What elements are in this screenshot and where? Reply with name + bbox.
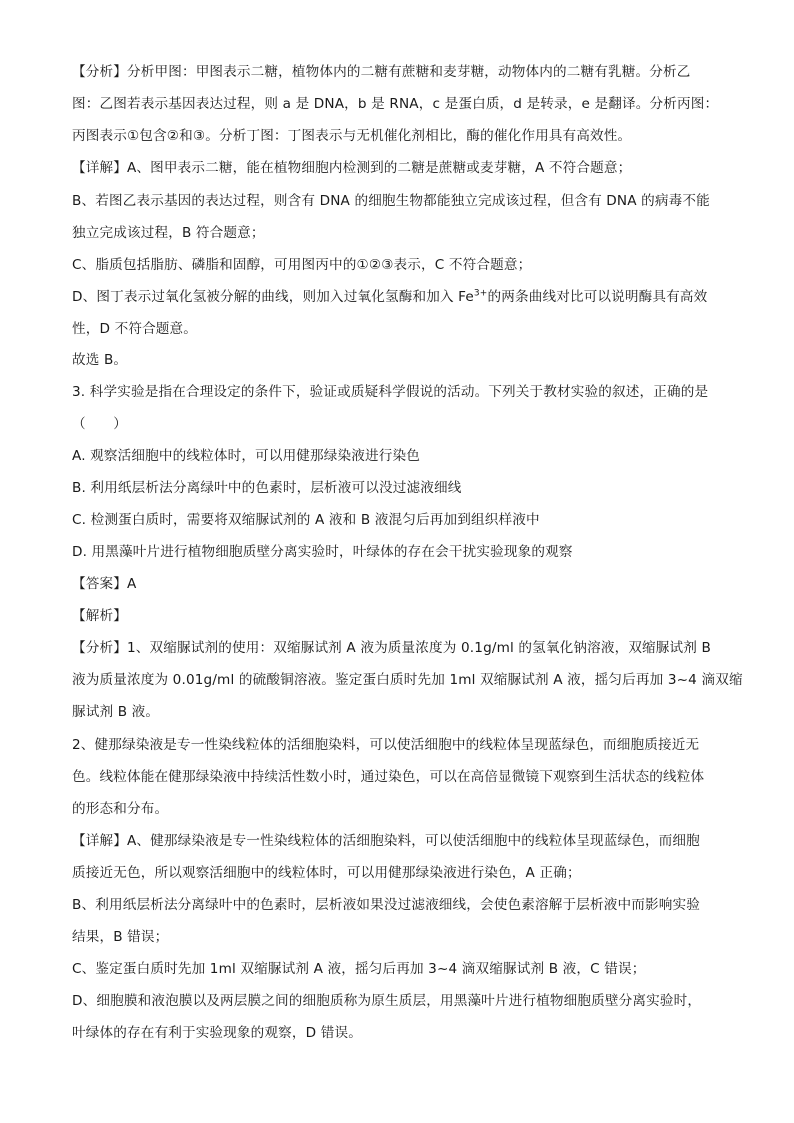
text-line: 质接近无色，所以观察活细胞中的线粒体时，可以用健那绿染液进行染色，A 正确； [72,865,581,881]
option-c: C. 检测蛋白质时，需要将双缩脲试剂的 A 液和 B 液混匀后再加到组织样液中 [72,512,540,528]
analysis-label: 【解析】 [72,608,127,624]
text-line: 结果，B 错误； [72,929,169,945]
option-b: B. 利用纸层析法分离绿叶中的色素时，层析液可以没过滤液细线 [72,480,462,496]
text-line: 丙图表示①包含②和③。分析丁图：丁图表示与无机催化剂相比，酶的催化作用具有高效性。 [72,128,632,144]
text-line: C、鉴定蛋白质时先加 1ml 双缩脲试剂 A 液，摇匀后再加 3~4 滴双缩脲试剂 B 液，C 错误； [72,961,646,977]
text-line: B、利用纸层析法分离绿叶中的色素时，层析液如果没过滤液细线，会使色素溶解于层析液中而影响实验 [72,897,700,913]
text-line: 色。线粒体能在健那绿染液中持续活性数小时，通过染色，可以在高倍显微镜下观察到生活状态的线粒体 [72,769,705,785]
option-d: D. 用黑藻叶片进行植物细胞质壁分离实验时，叶绿体的存在会干扰实验现象的观察 [72,544,573,560]
text-line: D、细胞膜和液泡膜以及两层膜之间的细胞质称为原生质层，用黑藻叶片进行植物细胞质壁分离实验时， [72,993,702,1009]
answer-blank: （ ） [72,416,127,432]
text-line: 【分析】1、双缩脲试剂的使用：双缩脲试剂 A 液为质量浓度为 0.1g/ml 的氢氧化钠溶液，双缩脲试剂 B [72,640,711,656]
text-line-with-superscript [72,287,707,307]
text-line: B、若图乙表示基因的表达过程，则含有 DNA 的细胞生物都能独立完成该过程，但含有 DNA 的病毒不能 [72,193,710,209]
text-line: 【详解】A、图甲表示二糖，能在植物细胞内检测到的二糖是蔗糖或麦芽糖，A 不符合题意； [72,160,632,176]
text-line: 【分析】分析甲图：甲图表示二糖，植物体内的二糖有蔗糖和麦芽糖，动物体内的二糖有乳糖。分析乙 [72,64,691,80]
text-line: 独立完成该过程，B 符合题意； [72,225,265,241]
text-line: 性，D 不符合题意。 [72,321,198,337]
option-a: A. 观察活细胞中的线粒体时，可以用健那绿染液进行染色 [72,448,421,464]
text-line: 图：乙图若表示基因表达过程，则 a 是 DNA，b 是 RNA，c 是蛋白质，d 是转录，e 是翻译。分析丙图： [72,96,719,112]
text-segment: D、图丁表示过氧化氢被分解的曲线，则加入过氧化氢酶和加入 Fe [72,289,474,305]
text-segment: 的两条曲线对比可以说明酶具有高效 [487,289,708,305]
answer-label: 【答案】A [72,576,137,592]
question-stem: 3. 科学实验是指在合理设定的条件下，验证或质疑科学假说的活动。下列关于教材实验的叙述，正确的是 [72,384,709,400]
text-line: 【详解】A、健那绿染液是专一性染线粒体的活细胞染料，可以使活细胞中的线粒体呈现蓝绿色，而细胞 [72,833,700,849]
text-line: 2、健那绿染液是专一性染线粒体的活细胞染料，可以使活细胞中的线粒体呈现蓝绿色，而细胞质接近无 [72,737,700,753]
text-line: C、脂质包括脂肪、磷脂和固醇，可用图丙中的①②③表示，C 不符合题意； [72,257,532,273]
text-line: 的形态和分布。 [72,801,169,817]
text-line: 故选 B。 [72,352,128,368]
text-line: 脲试剂 B 液。 [72,704,160,720]
text-line: 液为质量浓度为 0.01g/ml 的硫酸铜溶液。鉴定蛋白质时先加 1ml 双缩脲试剂 A 液，摇匀后再加 3~4 滴双缩 [72,672,743,688]
fe-superscript: 3+ [473,288,488,299]
text-line: 叶绿体的存在有利于实验现象的观察，D 错误。 [72,1025,362,1041]
